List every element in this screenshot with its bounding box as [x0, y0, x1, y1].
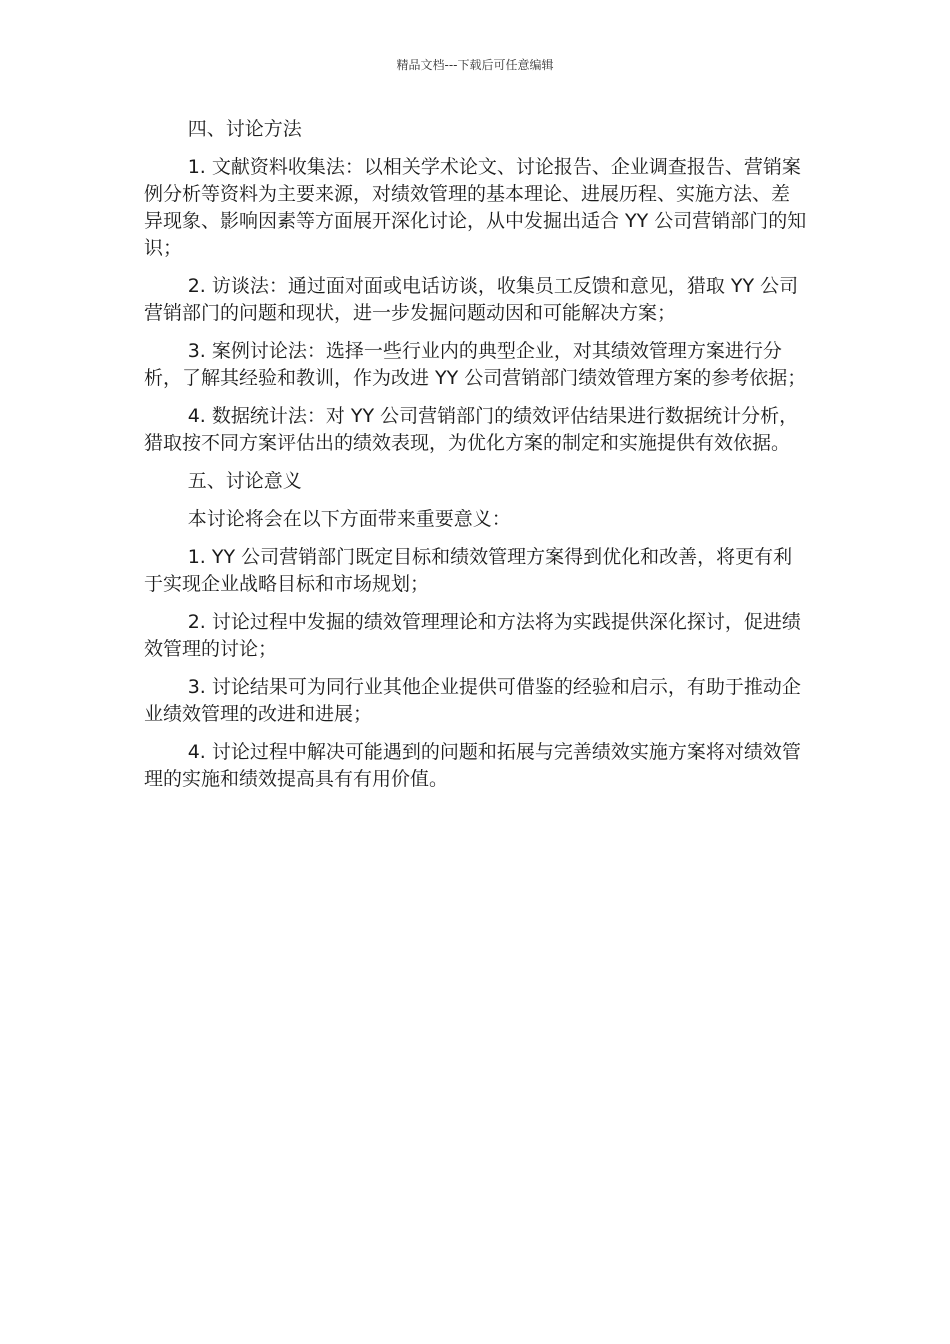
- significance-item-4: 4. 讨论过程中解决可能遇到的问题和拓展与完善绩效实施方案将对绩效管理的实施和绩效提高具有有用价值。: [144, 741, 801, 790]
- section-heading-methods: 四、讨论方法: [187, 118, 302, 140]
- significance-item-3: 3. 讨论结果可为同行业其他企业提供可借鉴的经验和启示，有助于推动企业绩效管理的改进和进展；: [144, 676, 801, 725]
- significance-intro: 本讨论将会在以下方面带来重要意义：: [187, 508, 511, 530]
- method-item-statistics: 4. 数据统计法：对 YY 公司营销部门的绩效评估结果进行数据统计分析，猎取按不同方案评估出的绩效表现，为优化方案的制定和实施提供有效依据。: [144, 405, 799, 454]
- method-item-case-study: 3. 案例讨论法：选择一些行业内的典型企业，对其绩效管理方案进行分析，了解其经验和教训，作为改进 YY 公司营销部门绩效管理方案的参考依据；: [144, 340, 807, 389]
- significance-item-1: 1. YY 公司营销部门既定目标和绩效管理方案得到优化和改善，将更有利于实现企业战略目标和市场规划；: [144, 546, 793, 595]
- section-heading-significance: 五、讨论意义: [187, 470, 302, 492]
- method-item-interview: 2. 访谈法：通过面对面或电话访谈，收集员工反馈和意见，猎取 YY 公司营销部门的问题和现状，进一步发掘问题动因和可能解决方案；: [144, 275, 799, 324]
- document-body: [144, 116, 808, 804]
- method-item-literature: 1. 文献资料收集法：以相关学术论文、讨论报告、企业调查报告、营销案例分析等资料为主要来源，对绩效管理的基本理论、进展历程、实施方法、差异现象、影响因素等方面展开深化讨论，从中发掘出适合 YY 公司营销部门的知识；: [144, 156, 807, 259]
- significance-item-2: 2. 讨论过程中发掘的绩效管理理论和方法将为实践提供深化探讨，促进绩效管理的讨论；: [144, 611, 801, 660]
- page-header-watermark: 精品文档---下载后可任意编辑: [396, 58, 554, 72]
